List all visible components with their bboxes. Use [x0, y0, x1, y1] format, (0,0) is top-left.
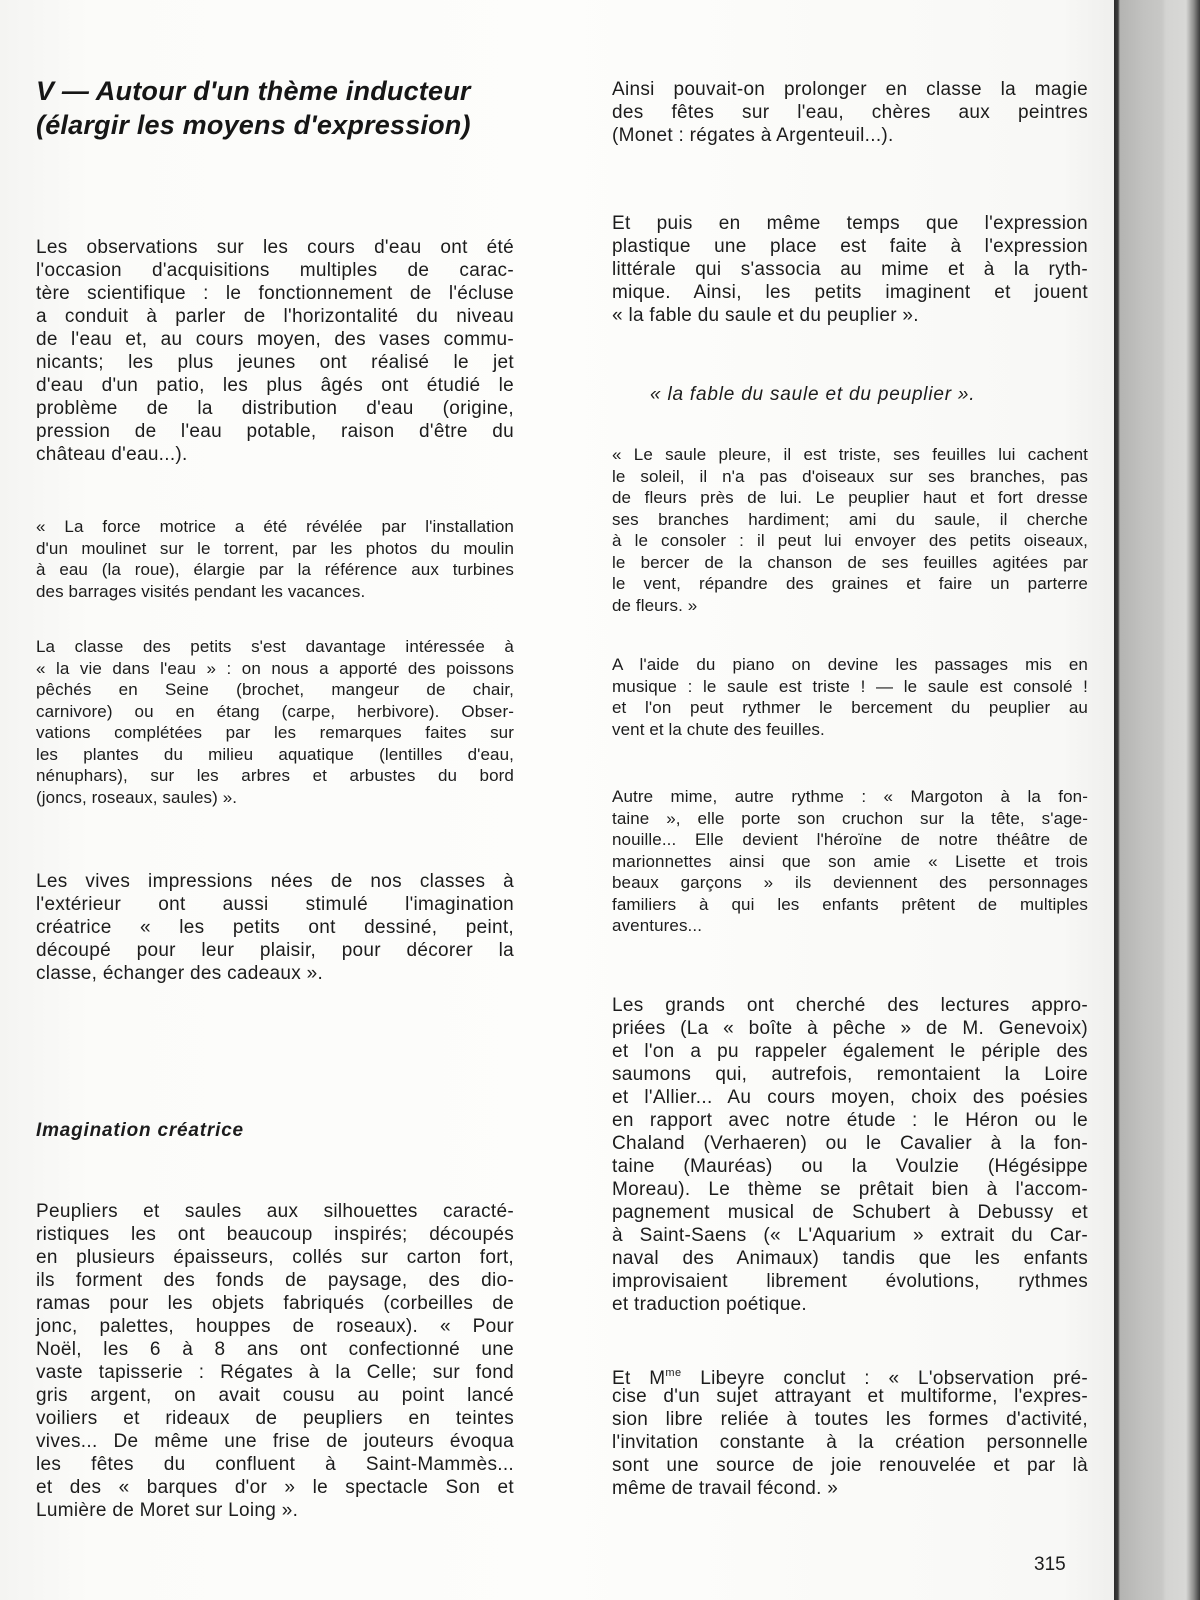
section-title-line-2: (élargir les moyens d'expression): [36, 110, 471, 140]
text-line: jonc, palettes, houppes de roseaux). « Pour: [36, 1316, 514, 1337]
left-paragraph-impressions: [36, 870, 514, 985]
text-line: nénuphars), sur les arbres et arbustes du bord: [36, 766, 514, 785]
section-title-line-1: V — Autour d'un thème inducteur: [36, 76, 471, 106]
text-line: A l'aide du piano on devine les passages mis en: [612, 655, 1088, 674]
text-line: Les grands ont cherché des lectures appro-: [612, 995, 1088, 1016]
text-line: Peupliers et saules aux silhouettes caracté-: [36, 1201, 514, 1222]
section-title: [36, 74, 516, 142]
text-line: même de travail fécond. »: [612, 1478, 839, 1499]
text-line: le vent, répandre des graines et faire un parterre: [612, 574, 1088, 593]
text-line: l'occasion d'acquisitions multiples de carac-: [36, 260, 514, 281]
text-line: saumons qui, autrefois, remontaient la Loire: [612, 1064, 1088, 1085]
text-line: l'invitation constante à la création personnelle: [612, 1432, 1088, 1453]
right-paragraph-fable-text: [612, 444, 1088, 616]
text-line: et l'on a pu rappeler également le périple des: [612, 1041, 1088, 1062]
text-line: et l'Allier... Au cours moyen, choix des poésies: [612, 1087, 1088, 1108]
text-line: vent et la chute des feuilles.: [612, 719, 825, 739]
right-paragraph-expression: [612, 212, 1088, 327]
text-line: ils forment des fonds de paysage, des dio-: [36, 1270, 514, 1291]
text-line: pression de l'eau potable, raison d'être du: [36, 421, 514, 442]
page-number: 315: [1034, 1554, 1066, 1575]
superscript-me: me: [665, 1367, 682, 1379]
text-line: à eau (la roue), élargie par la référence aux turbines: [36, 560, 514, 579]
conclusion-line-1: Et $M^{me}$ Libeyre conclut : « L'observation pré-: [612, 1367, 1088, 1389]
text-line: priées (La « boîte à pêche » de M. Genevoix): [612, 1018, 1088, 1039]
text-line: La classe des petits s'est davantage intéressée à: [36, 637, 514, 656]
text-line: Autre mime, autre rythme : « Margoton à la fon-: [612, 787, 1088, 806]
text-line: vations complétées par les remarques faites sur: [36, 723, 514, 742]
text-line: taine (Mauréas) ou la Voulzie (Hégésippe: [612, 1156, 1088, 1177]
text-line: à Saint-Saens (« L'Aquarium » extrait du Car-: [612, 1225, 1088, 1246]
text-line: classe, échanger des cadeaux ».: [36, 963, 324, 984]
text-line: et l'on peut rythmer le bercement du peuplier au: [612, 698, 1088, 717]
text-line: littérale qui s'associa au mime et à la ryth-: [612, 259, 1088, 280]
text-line: nouille... Elle devient l'héroïne de notre théâtre de: [612, 830, 1088, 849]
text-line: vaste tapisserie : Régates à la Celle; sur fond: [36, 1362, 514, 1383]
subheading-imagination-creatrice: Imagination créatrice: [36, 1120, 244, 1141]
text-line: les fêtes du confluent à Saint-Mammès...: [36, 1454, 514, 1475]
text-line: sion libre reliée à toutes les formes d'activité,: [612, 1409, 1088, 1430]
text-line: mique. Ainsi, les petits imaginent et jouent: [612, 282, 1088, 303]
text-line: musique : le saule est triste ! — le saule est consolé !: [612, 676, 1088, 696]
conclusion-lines: [612, 1385, 1088, 1500]
text-line: pêchés en Seine (brochet, mangeur de chair,: [36, 680, 514, 699]
text-line: vives... De même une frise de jouteurs évoqua: [36, 1431, 514, 1452]
text-line: ramas pour les objets fabriqués (corbeilles de: [36, 1293, 514, 1314]
text-line: le soleil, il n'a pas d'oiseaux sur ses branches, pas: [612, 466, 1088, 486]
text-line: (joncs, roseaux, saules) ».: [36, 787, 238, 807]
text-line: gris argent, on avait cousu au point lancé: [36, 1385, 514, 1406]
fable-title: « la fable du saule et du peuplier ».: [650, 384, 976, 405]
text-line: naval des Animaux) tandis que les enfants: [612, 1248, 1088, 1269]
text-line: les plantes du milieu aquatique (lentilles d'eau,: [36, 744, 514, 764]
text-line: de fleurs. »: [612, 595, 698, 615]
right-paragraph-margoton: [612, 786, 1088, 937]
text-line: le bercer de la chanson de ses feuilles agitées par: [612, 552, 1088, 572]
text-line: des fêtes sur l'eau, chères aux peintres: [612, 102, 1088, 123]
text-line: « Le saule pleure, il est triste, ses feuilles lui cachent: [612, 445, 1088, 464]
text-line: à le consoler : il peut lui envoyer des petits oiseaux,: [612, 531, 1088, 550]
text-line: (Monet : régates à Argenteuil...).: [612, 125, 894, 146]
text-line: de fleurs près de lui. Le peuplier haut et fort dresse: [612, 488, 1088, 507]
text-line: marionnettes ainsi que son amie « Lisette et trois: [612, 851, 1088, 871]
text-line: nicants; les plus jeunes ont réalisé le jet: [36, 352, 514, 373]
text-line: et des « barques d'or » le spectacle Son et: [36, 1477, 514, 1498]
text-line: beaux garçons » ils deviennent des personnages: [612, 873, 1088, 892]
text-line: créatrice « les petits ont dessiné, peint,: [36, 917, 514, 938]
text-line: plastique une place est faite à l'expression: [612, 236, 1088, 257]
text-line: taine », elle porte son cruchon sur la tête, s'age-: [612, 808, 1088, 828]
right-paragraph-lectures: [612, 994, 1088, 1316]
text-line: a conduit à parler de l'horizontalité du niveau: [36, 306, 514, 327]
left-paragraph-observations: [36, 236, 514, 466]
text-line: Moreau). Le thème se prêtait bien à l'accom-: [612, 1179, 1088, 1200]
text-line: des barrages visités pendant les vacances.: [36, 581, 366, 601]
text-line: sont une source de joie renouvelée et par là: [612, 1455, 1088, 1476]
text-line: découpé pour leur plaisir, pour décorer la: [36, 940, 514, 961]
text-line: Ainsi pouvait-on prolonger en classe la magie: [612, 79, 1088, 100]
text-line: « la fable du saule et du peuplier ».: [612, 305, 919, 326]
text-line: l'extérieur ont aussi stimulé l'imagination: [36, 894, 514, 915]
text-line: Chaland (Verhaeren) ou le Cavalier à la fon-: [612, 1133, 1088, 1154]
right-paragraph-magie-fetes: [612, 78, 1088, 147]
text-line: tère scientifique : le fonctionnement de l'écluse: [36, 283, 514, 304]
text-line: Et puis en même temps que l'expression: [612, 213, 1088, 234]
text-line: problème de la distribution d'eau (origine,: [36, 398, 514, 419]
text-line: ristiques les ont beaucoup inspirés; découpés: [36, 1224, 514, 1245]
text-line: ses branches hardiment; ami du saule, il cherche: [612, 509, 1088, 529]
text-line: cise d'un sujet attrayant et multiforme, l'expres-: [612, 1386, 1088, 1407]
text-line: et traduction poétique.: [612, 1294, 807, 1315]
text-line: familiers à qui les enfants prêtent de multiples: [612, 894, 1088, 914]
text-line: pagnement musical de Schubert à Debussy et: [612, 1202, 1088, 1223]
left-paragraph-force-motrice: [36, 516, 514, 602]
book-binding-edge: [1114, 0, 1200, 1600]
text-line: Lumière de Moret sur Loing ».: [36, 1500, 299, 1521]
text-line: Noël, les 6 à 8 ans ont confectionné une: [36, 1339, 514, 1360]
text-line: de l'eau et, au cours moyen, des vases commu-: [36, 329, 514, 350]
text-line: « la vie dans l'eau » : on nous a apporté des poissons: [36, 658, 514, 678]
text-line: d'un moulinet sur le torrent, par les photos du moulin: [36, 538, 514, 558]
text-line: improvisaient librement évolutions, rythmes: [612, 1271, 1088, 1292]
right-paragraph-conclusion: [612, 1362, 1088, 1500]
right-paragraph-piano: [612, 654, 1088, 740]
text-line: château d'eau...).: [36, 444, 188, 465]
text-line: d'eau d'un patio, les plus âgés ont étudié le: [36, 375, 514, 396]
text-line: en rapport avec notre étude : le Héron ou le: [612, 1110, 1088, 1131]
text-line: Les observations sur les cours d'eau ont été: [36, 237, 514, 258]
text-line: Les vives impressions nées de nos classes à: [36, 871, 514, 892]
left-paragraph-peupliers: [36, 1200, 514, 1522]
text-line: « La force motrice a été révélée par l'installation: [36, 517, 514, 536]
text-line: voiliers et rideaux de peupliers en teintes: [36, 1408, 514, 1429]
left-paragraph-vie-dans-eau: [36, 636, 514, 808]
text-line: en plusieurs épaisseurs, collés sur carton fort,: [36, 1247, 514, 1268]
text-line: carnivore) ou en étang (carpe, herbivore). Obser-: [36, 701, 514, 721]
text-line: aventures...: [612, 916, 703, 935]
